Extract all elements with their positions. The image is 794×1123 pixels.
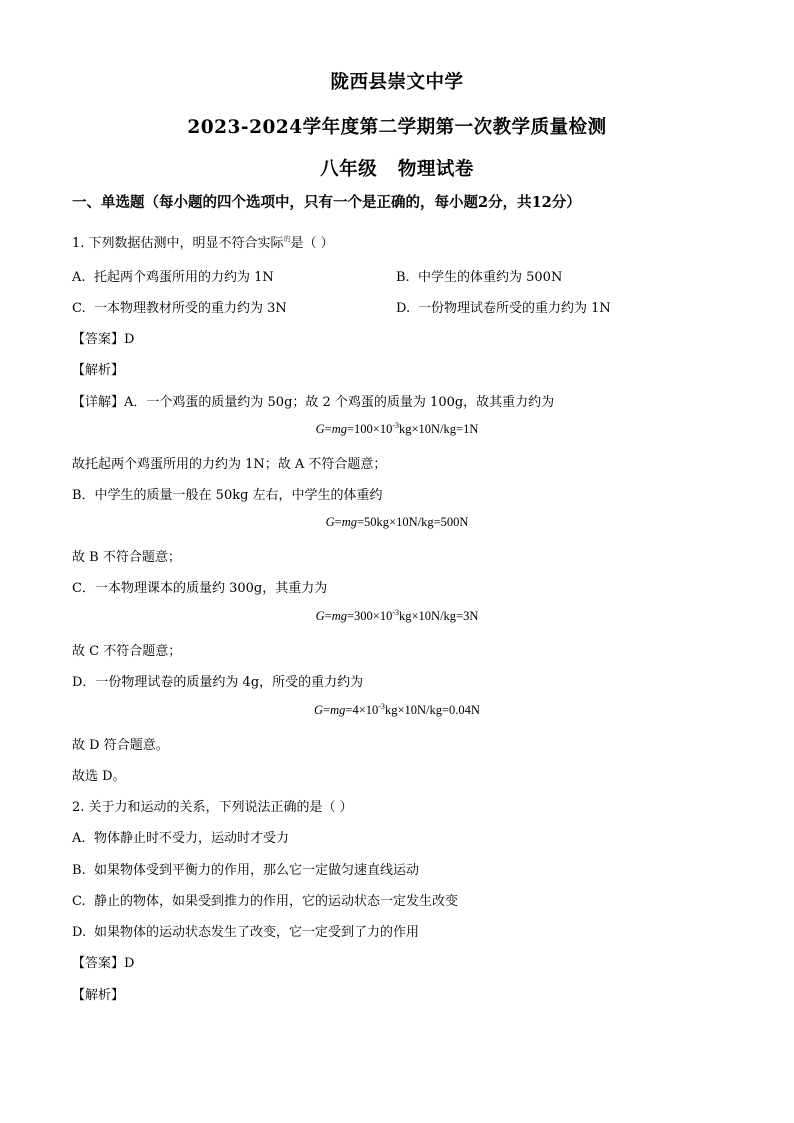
option-text: 托起两个鸡蛋所用的力约为 1N: [94, 270, 274, 285]
option-letter: C.: [72, 301, 86, 316]
eq-text: =50kg×10N/kg=500N: [356, 515, 469, 529]
subject-title: 八年级 物理试卷: [320, 159, 474, 180]
question-2-option-c: [72, 890, 458, 909]
exam-title: 2023-2024学年度第二学期第一次教学质量检测: [187, 117, 607, 138]
conclusion-d: 故 D 符合题意。: [72, 738, 169, 753]
conclusion-b: 故 B 不符合题意；: [72, 550, 181, 565]
eq-exponent: -3: [392, 608, 399, 617]
eq-mg: mg: [331, 609, 347, 623]
school-title: 陇西县崇文中学: [330, 72, 464, 93]
equation-d: $G=mg=4\times 10^{-3}kg\times 10N/kg=0.04N$: [314, 702, 480, 717]
equation-b: G=mg=50kg×10N/kg=500N: [325, 515, 469, 529]
question-2-option-d: [72, 921, 419, 940]
eq-exponent: -3: [378, 702, 385, 711]
detail-d: D．一份物理试卷的质量约为 4g，所受的重力约为: [72, 675, 364, 690]
question-2-option-a: [72, 827, 289, 846]
option-text: 物体静止时不受力，运动时才受力: [94, 831, 290, 846]
option-letter: D.: [396, 301, 411, 316]
eq-g: G: [314, 703, 324, 717]
option-letter: C.: [72, 894, 86, 909]
eq-post: kg×10N/kg=0.04N: [384, 703, 480, 717]
eq-mg: mg: [331, 422, 347, 436]
eq-g: G: [315, 609, 325, 623]
equation-c: $G=mg=300\times 10^{-3}kg\times 10N/kg=3N$: [315, 608, 479, 623]
question-1-option-b: [396, 266, 562, 285]
option-text: 如果物体受到平衡力的作用，那么它一定做匀速直线运动: [94, 863, 420, 878]
option-text: 静止的物体，如果受到推力的作用，它的运动状态一定发生改变: [94, 894, 459, 909]
question-1-option-c: [72, 297, 287, 316]
equation-a: $G=mg=100\times 10^{-3}kg\times 10N/kg=1N$: [315, 421, 479, 436]
option-text: 如果物体的运动状态发生了改变，它一定受到了力的作用: [94, 925, 420, 940]
question-1-answer: 【答案】D: [72, 332, 135, 347]
eq-g: G: [315, 422, 325, 436]
eq-g: G: [325, 515, 335, 529]
option-text: 一本物理教材所受的重力约为 3N: [94, 301, 287, 316]
eq-pre: =300×10: [346, 609, 393, 623]
question-2-answer: 【答案】D: [72, 956, 135, 971]
question-1-analysis-label: 【解析】: [72, 363, 125, 378]
question-2-analysis-label: 【解析】: [72, 988, 125, 1003]
detail-b: B．中学生的质量一般在 50kg 左右，中学生的体重约: [72, 488, 383, 503]
conclusion-c: 故 C 不符合题意；: [72, 644, 182, 659]
question-1-option-a: [72, 266, 274, 285]
option-text: 一份物理试卷所受的重力约为 1N: [418, 301, 611, 316]
conclusion-a: 故托起两个鸡蛋所用的力约为 1N；故 A 不符合题意；: [72, 457, 387, 472]
section-heading: 一、单选题（每小题的四个选项中，只有一个是正确的，每小题2分，共12分）: [72, 194, 581, 211]
eq-exponent: -3: [392, 421, 399, 430]
question-1-stem-mark: 的: [283, 235, 291, 243]
eq-pre: =4×10: [345, 703, 379, 717]
option-letter: A.: [72, 270, 86, 285]
option-text: 中学生的体重约为 500N: [418, 270, 563, 285]
eq-pre: =100×10: [346, 422, 393, 436]
eq-post: kg×10N/kg=3N: [399, 609, 479, 623]
question-1-stem: [72, 232, 334, 251]
detail-c: C．一本物理课本的质量约 300g，其重力为: [72, 581, 328, 596]
eq-mg: mg: [330, 703, 346, 717]
question-1-option-d: [396, 297, 611, 316]
option-letter: B.: [396, 270, 410, 285]
question-1-choice: 故选 D。: [72, 769, 126, 784]
question-2-stem: 2. 关于力和运动的关系，下列说法正确的是（ ）: [72, 800, 353, 815]
option-letter: D.: [72, 925, 87, 940]
question-1-stem-text: 1. 下列数据估测中，明显不符合实际: [72, 236, 284, 251]
eq-mg: mg: [341, 515, 357, 529]
question-1-stem-end: 是（ ）: [290, 236, 334, 251]
eq-post: kg×10N/kg=1N: [399, 422, 479, 436]
detail-a: 【详解】A．一个鸡蛋的质量约为 50g；故 2 个鸡蛋的质量为 100g，故其重力约为: [72, 395, 555, 410]
option-letter: A.: [72, 831, 86, 846]
question-2-option-b: [72, 859, 419, 878]
option-letter: B.: [72, 863, 86, 878]
